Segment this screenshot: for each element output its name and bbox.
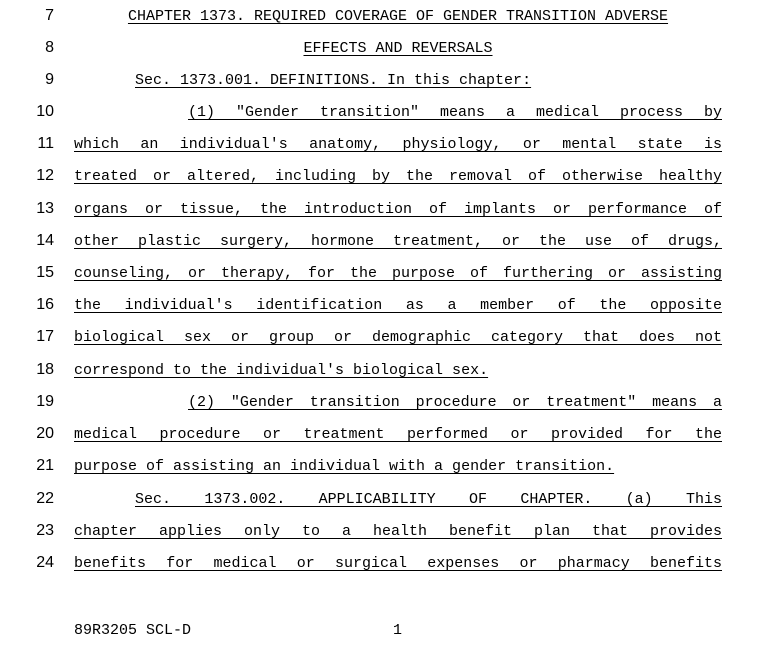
bill-line-19 — [0, 393, 775, 425]
line-number: 11 — [37, 135, 54, 152]
line-number: 10 — [36, 103, 54, 120]
chapter-heading: CHAPTER 1373. REQUIRED COVERAGE OF GENDER TRANSITION ADVERSE — [127, 8, 669, 25]
bill-line-13 — [0, 200, 775, 232]
body-line: the individual's identification as a member of the opposite — [74, 297, 722, 314]
line-number: 12 — [36, 167, 54, 184]
line-number: 17 — [36, 328, 54, 345]
body-line: biological sex or group or demographic category that does not — [74, 329, 722, 346]
body-line: other plastic surgery, hormone treatment, or the use of drugs, — [74, 233, 722, 250]
body-line: treated or altered, including by the removal of otherwise healthy — [74, 168, 722, 185]
line-number: 8 — [45, 39, 54, 56]
bill-line-23 — [0, 522, 775, 554]
line-number: 14 — [36, 232, 54, 249]
section-heading: Sec. 1373.001. DEFINITIONS. In this chapter: — [135, 72, 532, 89]
line-number: 16 — [36, 296, 54, 313]
bill-line-12 — [0, 167, 775, 199]
line-number: 20 — [36, 425, 54, 442]
body-line: counseling, or therapy, for the purpose of furthering or assisting — [74, 265, 722, 282]
bill-line-15 — [0, 264, 775, 296]
line-number: 19 — [36, 393, 54, 410]
line-number: 13 — [36, 200, 54, 217]
line-number: 24 — [36, 554, 54, 571]
bill-line-21 — [0, 457, 775, 489]
bill-line-8 — [0, 39, 775, 71]
body-line: organs or tissue, the introduction of implants or performance of — [74, 201, 722, 218]
bill-line-18 — [0, 361, 775, 393]
body-line: purpose of assisting an individual with a gender transition. — [74, 458, 615, 475]
bill-line-9 — [0, 71, 775, 103]
line-number: 7 — [45, 7, 54, 24]
body-line: correspond to the individual's biological sex. — [74, 362, 489, 379]
bill-line-10 — [0, 103, 775, 135]
bill-line-17 — [0, 328, 775, 360]
bill-identifier: 89R3205 SCL-D — [74, 622, 192, 639]
line-number: 21 — [36, 457, 54, 474]
definition-line: (1) "Gender transition" means a medical process by — [188, 104, 722, 121]
bill-line-16 — [0, 296, 775, 328]
line-number: 18 — [36, 361, 54, 378]
section-heading: Sec. 1373.002. APPLICABILITY OF CHAPTER. (a) This — [135, 491, 722, 508]
line-number: 9 — [45, 71, 54, 88]
body-line: chapter applies only to a health benefit plan that provides — [74, 523, 722, 540]
body-line: medical procedure or treatment performed or provided for the — [74, 426, 722, 443]
bill-line-20 — [0, 425, 775, 457]
line-number: 22 — [36, 490, 54, 507]
chapter-heading-cont: EFFECTS AND REVERSALS — [303, 40, 493, 57]
body-line: which an individual's anatomy, physiology, or mental state is — [74, 136, 722, 153]
definition-line: (2) "Gender transition procedure or treatment" means a — [188, 394, 722, 411]
bill-line-11 — [0, 135, 775, 167]
body-line: benefits for medical or surgical expenses or pharmacy benefits — [74, 555, 722, 572]
bill-line-14 — [0, 232, 775, 264]
page-number: 1 — [393, 622, 403, 639]
bill-line-22 — [0, 490, 775, 522]
bill-line-7 — [0, 7, 775, 39]
line-number: 15 — [36, 264, 54, 281]
bill-line-24 — [0, 554, 775, 586]
line-number: 23 — [36, 522, 54, 539]
